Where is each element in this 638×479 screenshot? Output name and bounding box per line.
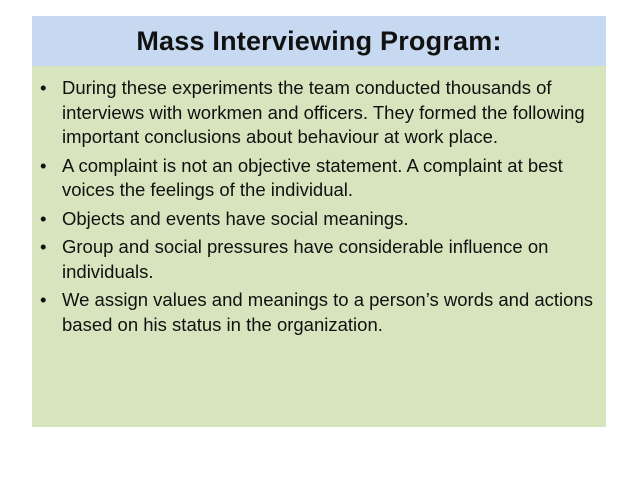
- bullet-text: During these experiments the team conducted thousands of interviews with workmen and officers. They formed the following important conclusions about behaviour at work place.: [62, 77, 585, 147]
- bullet-icon: •: [40, 207, 47, 229]
- bullet-item: [40, 154, 598, 203]
- content-box: [32, 66, 606, 427]
- bullet-icon: •: [40, 154, 47, 176]
- bullet-text: Objects and events have social meanings.: [62, 207, 409, 229]
- bullet-text: We assign values and meanings to a person’s words and actions based on his status in the organization.: [62, 289, 593, 335]
- bullet-icon: •: [40, 236, 47, 257]
- bullet-text: Group and social pressures have considerable influence on individuals.: [62, 236, 549, 282]
- bullet-item: [40, 288, 598, 337]
- bullet-icon: •: [40, 77, 47, 98]
- bullet-icon: •: [40, 289, 47, 310]
- bullet-item: [40, 76, 598, 150]
- bullet-text: A complaint is not an objective statement. A complaint at best voices the feelings of the individual.: [62, 154, 563, 200]
- bullet-item: [40, 207, 598, 232]
- slide-title-bar: [32, 16, 606, 66]
- bullet-list: [40, 76, 598, 337]
- bullet-item: [40, 235, 598, 284]
- slide-title: Mass Interviewing Program:: [136, 25, 502, 56]
